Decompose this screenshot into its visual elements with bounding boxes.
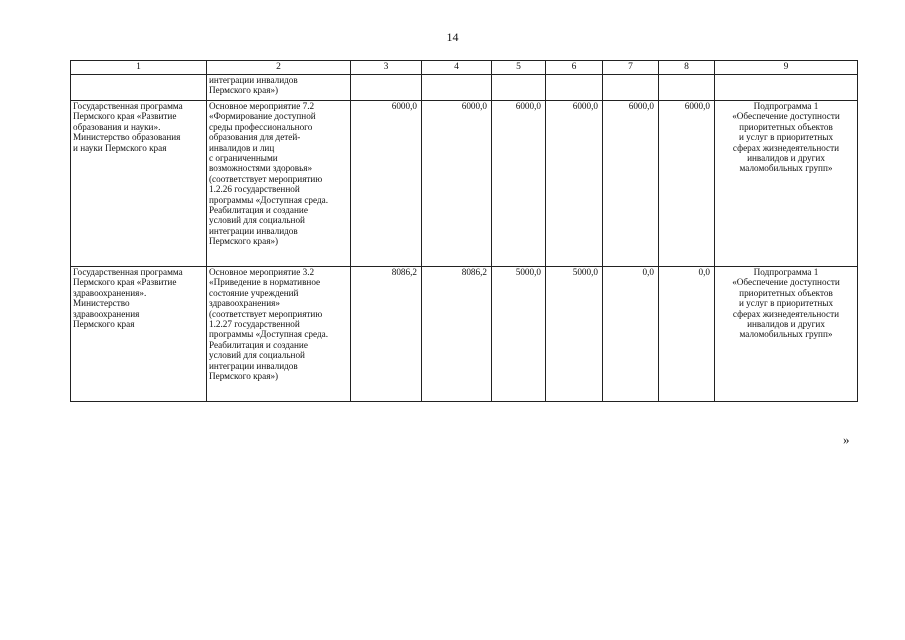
value-cell: 6000,0 <box>603 101 659 267</box>
text-line: Основное мероприятие 7.2 <box>209 101 315 111</box>
text-line: условий для социальной <box>209 350 305 361</box>
table-cell <box>207 75 351 101</box>
table-cell <box>546 75 603 101</box>
activity-cell <box>207 101 351 267</box>
text-line: Реабилитация и создание <box>209 205 308 216</box>
text-line: здравоохранения <box>73 308 140 319</box>
value-cell: 0,0 <box>659 267 715 402</box>
text-line: инвалидов и других <box>747 319 825 330</box>
header-cell: 3 <box>351 61 422 75</box>
text-line: и услуг в приоритетных <box>738 298 834 309</box>
program-cell <box>71 101 207 267</box>
header-cell: 4 <box>422 61 492 75</box>
activity-cell <box>207 267 351 402</box>
text-line: маломобильных групп» <box>739 329 833 340</box>
text-line: (соответствует мероприятию <box>209 308 323 319</box>
header-cell: 5 <box>492 61 546 75</box>
text-line: Реабилитация и создание <box>209 339 308 350</box>
text-line: 1.2.27 государственной <box>209 319 300 330</box>
text-line: образования для детей- <box>209 132 301 143</box>
text-line: здравоохранения». <box>73 287 147 298</box>
text-line: и услуг в приоритетных <box>738 132 834 143</box>
table-cell <box>659 75 715 101</box>
text-line: Министерство образования <box>73 132 181 143</box>
text-line: Государственная программа <box>73 101 183 111</box>
value-cell: 5000,0 <box>546 267 603 402</box>
value-cell: 6000,0 <box>422 101 492 267</box>
text-line: Пермского края») <box>209 371 279 382</box>
table-cell <box>715 75 858 101</box>
text-line: приоритетных объектов <box>739 121 833 132</box>
text-line: (соответствует мероприятию <box>209 173 323 184</box>
text-line: инвалидов и лиц <box>209 142 275 153</box>
text-line: интеграции инвалидов <box>209 75 298 85</box>
text-line: «Формирование доступной <box>209 111 316 122</box>
text-line: Министерство <box>73 298 130 309</box>
subprogram-cell <box>715 267 858 402</box>
text-line: Пермского края «Развитие <box>73 277 177 288</box>
table-cell <box>71 75 207 101</box>
header-cell: 7 <box>603 61 659 75</box>
text-line: интеграции инвалидов <box>209 225 298 236</box>
text-line: Пермского края «Развитие <box>73 111 177 122</box>
value-cell: 8086,2 <box>422 267 492 402</box>
header-cell: 6 <box>546 61 603 75</box>
header-cell: 8 <box>659 61 715 75</box>
subprogram-cell <box>715 101 858 267</box>
text-line: приоритетных объектов <box>739 287 833 298</box>
text-line: «Обеспечение доступности <box>732 277 840 288</box>
budget-table <box>70 60 858 402</box>
text-line: среды профессионального <box>209 121 313 132</box>
text-line: программы «Доступная среда. <box>209 194 329 205</box>
table-cell <box>603 75 659 101</box>
table-row <box>71 267 858 402</box>
value-cell: 5000,0 <box>492 267 546 402</box>
text-line: условий для социальной <box>209 215 305 226</box>
text-line: и науки Пермского края <box>73 142 167 153</box>
table-row <box>71 101 858 267</box>
text-line: 1.2.26 государственной <box>209 184 300 195</box>
text-line: состояние учреждений <box>209 287 299 298</box>
text-line: сферах жизнедеятельности <box>732 142 840 153</box>
table-cell <box>351 75 422 101</box>
text-line: Подпрограмма 1 <box>753 101 819 111</box>
value-cell: 0,0 <box>603 267 659 402</box>
text-line: интеграции инвалидов <box>209 360 298 371</box>
text-line: «Обеспечение доступности <box>732 111 840 122</box>
text-line: образования и науки». <box>73 121 161 132</box>
text-line: программы «Доступная среда. <box>209 329 329 340</box>
text-line: Государственная программа <box>73 267 183 277</box>
text-line: сферах жизнедеятельности <box>732 308 840 319</box>
text-line: Пермского края») <box>209 85 279 96</box>
value-cell: 6000,0 <box>492 101 546 267</box>
text-line: Пермского края <box>73 319 135 330</box>
text-line: здравоохранения» <box>209 298 280 309</box>
program-cell <box>71 267 207 402</box>
text-line: с ограниченными <box>209 153 278 164</box>
value-cell: 6000,0 <box>546 101 603 267</box>
text-line: маломобильных групп» <box>739 163 833 174</box>
text-line: Подпрограмма 1 <box>753 267 819 277</box>
text-line: «Приведение в нормативное <box>209 277 321 288</box>
header-cell: 2 <box>207 61 351 75</box>
header-cell: 1 <box>71 61 207 75</box>
text-line: Пермского края») <box>209 236 279 247</box>
value-cell: 6000,0 <box>659 101 715 267</box>
value-cell: 6000,0 <box>351 101 422 267</box>
header-row <box>71 61 858 75</box>
closing-quote: » <box>843 432 850 447</box>
text-line: Основное мероприятие 3.2 <box>209 267 315 277</box>
table-cell <box>422 75 492 101</box>
text-line: инвалидов и других <box>747 153 825 164</box>
page-number: 14 <box>446 30 459 44</box>
text-line: возможностями здоровья» <box>209 163 313 174</box>
continuation-row <box>71 75 858 101</box>
table-cell <box>492 75 546 101</box>
header-cell: 9 <box>715 61 858 75</box>
value-cell: 8086,2 <box>351 267 422 402</box>
